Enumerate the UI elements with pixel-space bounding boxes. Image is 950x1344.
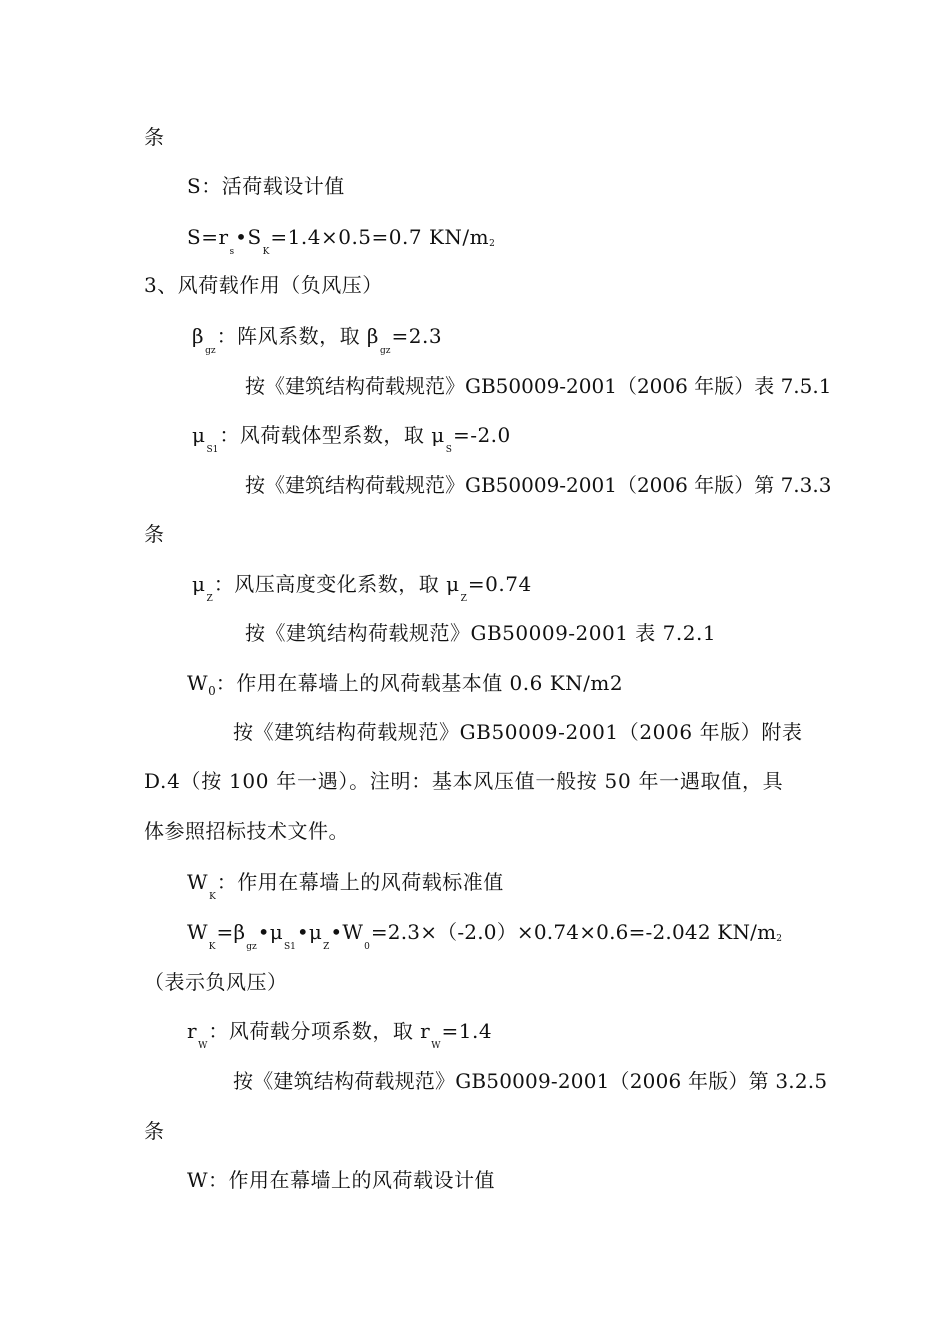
- subscript: gz: [246, 942, 257, 952]
- formula-text: ：风荷载分项系数，取 r: [208, 1019, 431, 1043]
- text-line: （表示负风压）: [144, 970, 288, 994]
- subscript: 0: [208, 684, 216, 698]
- formula-text: W: [187, 870, 209, 894]
- formula-line: [192, 324, 443, 356]
- formula-text: β: [192, 324, 205, 348]
- subscript: Z: [206, 594, 213, 604]
- formula-line: [192, 572, 532, 604]
- text-line: 体参照招标技术文件。: [144, 819, 349, 843]
- section-heading: 3、风荷载作用（负风压）: [144, 273, 383, 297]
- formula-line: [187, 1019, 493, 1051]
- text-line: 条: [144, 1119, 165, 1143]
- formula-text: =1.4: [441, 1019, 493, 1043]
- formula-text: ：风压高度变化系数，取 μ: [213, 572, 460, 596]
- text-line: 条: [144, 522, 165, 546]
- subscript: gz: [205, 346, 216, 356]
- formula-text: =2.3: [391, 324, 443, 348]
- formula-text: =-2.0: [452, 423, 511, 447]
- formula-text: μ: [192, 423, 206, 447]
- superscript: 2: [776, 934, 782, 944]
- formula-text: W: [187, 920, 208, 944]
- formula-text: =β: [216, 920, 246, 944]
- subscript: W: [431, 1041, 441, 1051]
- formula-text: μ: [192, 572, 206, 596]
- formula-line: [187, 671, 623, 698]
- formula-text: r: [187, 1019, 198, 1043]
- text-line: 按《建筑结构荷载规范》GB50009-2001（2006 年版）第 3.2.5: [233, 1069, 828, 1093]
- formula-text: ：风荷载体型系数，取 μ: [219, 423, 445, 447]
- subscript: Z: [323, 942, 330, 952]
- formula-text: =1.4×0.5=0.7 KN/m: [270, 225, 490, 249]
- subscript: gz: [380, 346, 391, 356]
- subscript: Z: [460, 594, 467, 604]
- formula-text: =0.74: [467, 572, 532, 596]
- subscript: S: [445, 445, 452, 455]
- text-line: 按《建筑结构荷载规范》GB50009-2001 表 7.2.1: [245, 621, 717, 645]
- subscript: K: [262, 247, 270, 257]
- text-line: 按《建筑结构荷载规范》GB50009-2001（2006 年版）表 7.5.1: [245, 374, 832, 398]
- subscript: s: [229, 247, 235, 257]
- text-line: 条: [144, 125, 165, 149]
- formula-line: [187, 225, 495, 257]
- text-line: D.4（按 100 年一遇）。注明：基本风压值一般按 50 年一遇取值，具: [144, 769, 784, 793]
- formula-text: ：阵风系数，取 β: [216, 324, 379, 348]
- subscript: S1: [206, 445, 219, 455]
- subscript: W: [198, 1041, 208, 1051]
- formula-text: ：作用在幕墙上的风荷载标准值: [216, 870, 504, 894]
- subscript: K: [208, 942, 216, 952]
- formula-line: [192, 423, 511, 455]
- subscript: 0: [364, 942, 370, 952]
- formula-line: [187, 920, 782, 952]
- text-line: 按《建筑结构荷载规范》GB50009-2001（2006 年版）附表: [233, 720, 803, 744]
- formula-text: •W: [330, 920, 364, 944]
- subscript: S1: [283, 942, 296, 952]
- subscript: K: [209, 892, 216, 902]
- formula-line: [187, 870, 504, 902]
- text-line: 按《建筑结构荷载规范》GB50009-2001（2006 年版）第 7.3.3: [245, 473, 832, 497]
- formula-text: •μ: [296, 920, 323, 944]
- superscript: 2: [489, 239, 495, 249]
- formula-text: S=r: [187, 225, 229, 249]
- formula-text: •S: [235, 225, 262, 249]
- formula-text: ：作用在幕墙上的风荷载基本值 0.6 KN/m2: [215, 671, 624, 695]
- text-line: W：作用在幕墙上的风荷载设计值: [187, 1168, 496, 1192]
- formula-text: =2.3×（-2.0）×0.74×0.6=-2.042 KN/m: [370, 920, 777, 944]
- text-line: S：活荷载设计值: [187, 174, 345, 198]
- formula-text: W: [187, 671, 209, 695]
- formula-text: •μ: [257, 920, 283, 944]
